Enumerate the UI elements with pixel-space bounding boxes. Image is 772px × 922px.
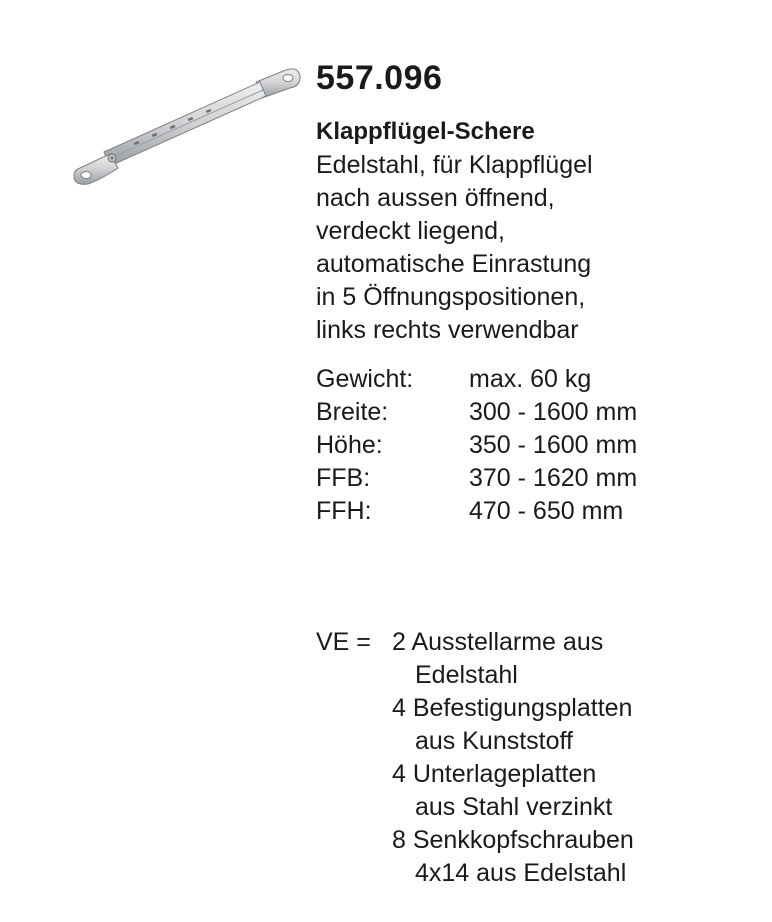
spec-label: FFB:: [316, 464, 371, 492]
spec-label: FFH:: [316, 497, 372, 525]
spec-label: Gewicht:: [316, 365, 414, 393]
description-line: verdeckt liegend,: [316, 217, 506, 245]
spec-value: max. 60 kg: [469, 365, 592, 393]
description-line: links rechts verwendbar: [316, 316, 579, 344]
spec-row-ffb: [316, 462, 637, 495]
description-line: nach aussen öffnend,: [316, 184, 555, 212]
packaging-items: [392, 626, 634, 890]
packaging-item-line: aus Kunststoff: [415, 727, 573, 755]
description-line: in 5 Öffnungspositionen,: [316, 283, 586, 311]
product-title: Klappflügel-Schere: [316, 118, 535, 145]
description-line: automatische Einrastung: [316, 250, 592, 278]
packaging-item-line: 4 Befestigungsplatten: [392, 694, 633, 722]
packaging-item-line: Edelstahl: [415, 661, 518, 689]
specifications-table: [316, 363, 637, 528]
spec-value: 350 - 1600 mm: [469, 431, 638, 459]
packaging-item-line: 4x14 aus Edelstahl: [415, 859, 627, 887]
packaging-item-line: 2 Ausstellarme aus: [392, 628, 604, 656]
packaging-item-line: 4 Unterlageplatten: [392, 760, 597, 788]
left-mount-plate: [74, 154, 118, 184]
stay-arm-bar: [104, 82, 266, 166]
packaging-item-line: 8 Senkkopfschrauben: [392, 826, 634, 854]
spec-row-width: [316, 396, 637, 429]
article-number: 557.096: [316, 59, 443, 97]
spec-value: 370 - 1620 mm: [469, 464, 638, 492]
spec-label: Höhe:: [316, 431, 383, 459]
product-image: [70, 60, 302, 190]
spec-row-weight: [316, 363, 637, 396]
packaging-item-line: aus Stahl verzinkt: [415, 793, 613, 821]
product-description: [316, 149, 756, 347]
spec-row-ffh: [316, 495, 637, 528]
spec-value: 470 - 650 mm: [469, 497, 624, 525]
description-line: Edelstahl, für Klappflügel: [316, 151, 593, 179]
spec-label: Breite:: [316, 398, 389, 426]
spec-row-height: [316, 429, 637, 462]
packaging-unit-label: VE =: [316, 628, 371, 656]
spec-value: 300 - 1600 mm: [469, 398, 638, 426]
